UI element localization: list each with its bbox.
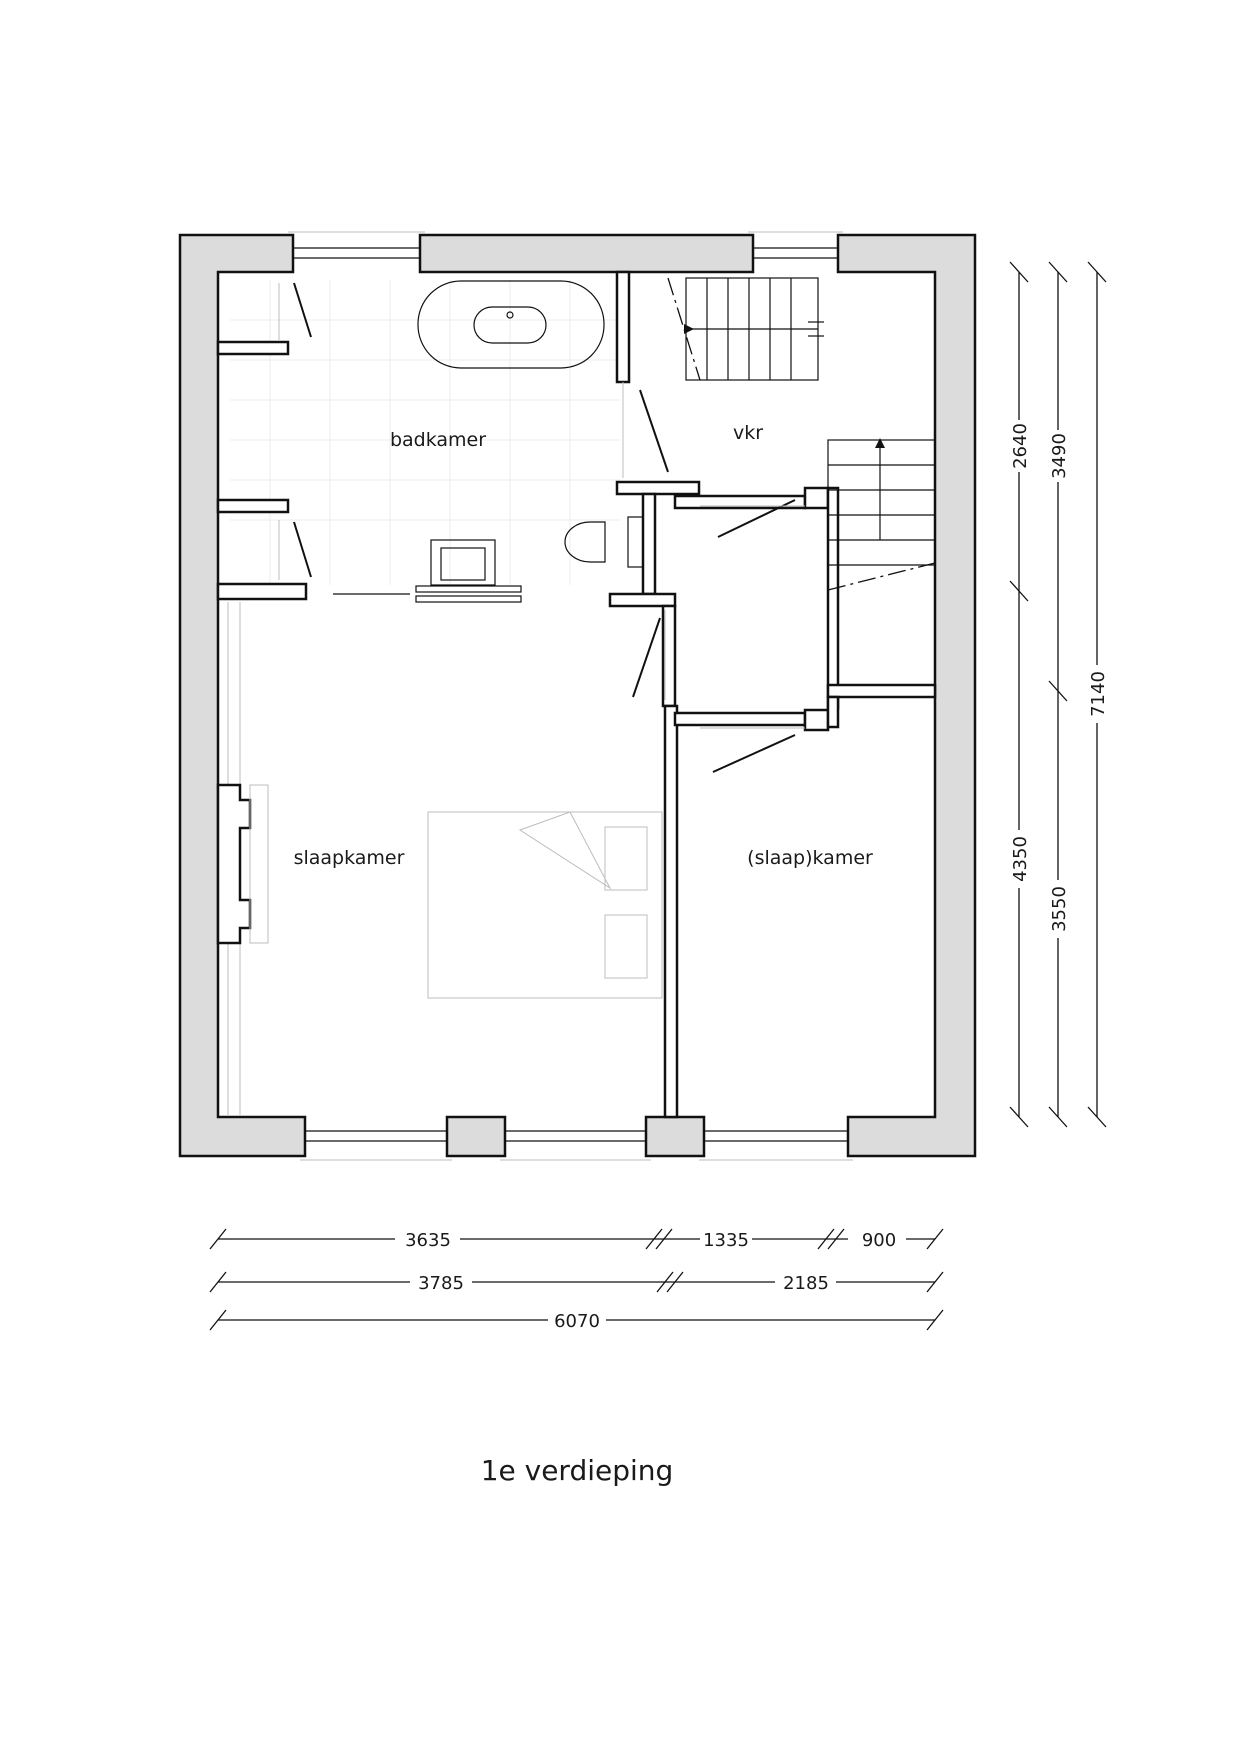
dim-bottom-3: 6070 (554, 1311, 600, 1332)
dim-bottom-1-c: 900 (861, 1230, 897, 1251)
room-label-slaapkamer-2: (slaap)kamer (747, 847, 873, 869)
plan-title: 1e verdieping (480, 1454, 674, 1487)
room-label-vkr: vkr (732, 422, 764, 444)
dim-right-3: 7140 (1088, 671, 1109, 717)
room-label-slaapkamer: slaapkamer (293, 847, 405, 869)
toilet (565, 517, 643, 567)
chimney-breast (218, 785, 250, 943)
sink (416, 540, 521, 602)
dim-right-2-a: 3490 (1049, 433, 1070, 479)
dim-bottom-1-b: 1335 (703, 1230, 749, 1251)
room-label-badkamer: badkamer (389, 429, 487, 451)
dim-bottom-2-b: 2185 (783, 1273, 829, 1294)
bed (428, 812, 662, 998)
interior-walls (218, 272, 935, 1117)
dim-right-1-a: 2640 (1010, 423, 1031, 469)
dim-bottom-2-a: 3785 (418, 1273, 464, 1294)
dim-bottom-1-a: 3635 (405, 1230, 451, 1251)
chimney-outline (250, 785, 268, 943)
dim-right-1-b: 4350 (1010, 836, 1031, 882)
staircase (668, 278, 935, 685)
doors (228, 283, 805, 1115)
bathtub (418, 281, 604, 368)
dim-right-2-b: 3550 (1049, 886, 1070, 932)
